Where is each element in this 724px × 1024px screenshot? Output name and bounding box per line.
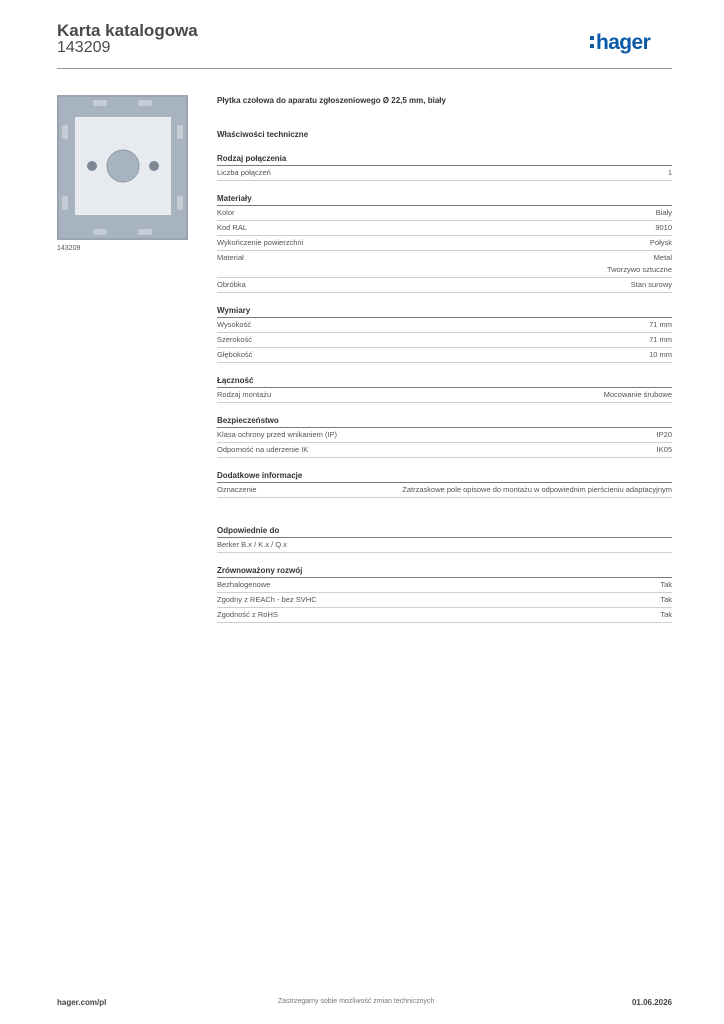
- table-row: [217, 206, 672, 221]
- section-safety: [217, 414, 672, 458]
- row-value: IP20: [656, 430, 672, 439]
- row-value-second: Tworzywo sztuczne: [606, 265, 672, 274]
- row-label: Zgodność z RoHS: [217, 610, 278, 619]
- row-value: Biały: [655, 208, 672, 217]
- row-label: Odporność na uderzenie IK: [217, 445, 309, 454]
- table-row: [217, 251, 672, 278]
- product-number: 143209: [57, 39, 111, 56]
- table-row: [217, 348, 672, 363]
- table-row: [217, 443, 672, 458]
- row-label: Wykończenie powierzchni: [217, 238, 304, 247]
- table-row: [217, 236, 672, 251]
- row-label: Klasa ochrony przed wnikaniem (IP): [217, 430, 338, 439]
- section-title: Dodatkowe informacje: [217, 469, 672, 483]
- section-title: Łączność: [217, 374, 672, 388]
- row-label: Wysokość: [217, 320, 252, 329]
- table-row: [217, 428, 672, 443]
- product-details: [217, 95, 672, 623]
- footer-date: 01.06.2026: [631, 998, 672, 1007]
- row-value: Zatrzaskowe pole opisowe do montażu w odpowiednim pierścieniu adaptacyjnym: [402, 485, 672, 494]
- section-connectivity: [217, 374, 672, 403]
- section-suitable-for: [217, 524, 672, 553]
- row-label: Oznaczenie: [217, 485, 257, 494]
- row-value: 71 mm: [649, 335, 672, 344]
- section-title: Zrównoważony rozwój: [217, 564, 672, 578]
- row-label: Rodzaj montażu: [217, 390, 272, 399]
- row-label: Materiał: [217, 253, 244, 262]
- section-title: Materiały: [217, 192, 672, 206]
- technical-properties-heading: Właściwości techniczne: [217, 130, 309, 139]
- section-title: Bezpieczeństwo: [217, 414, 672, 428]
- row-value: 10 mm: [649, 350, 672, 359]
- section-title: Odpowiednie do: [217, 524, 672, 538]
- row-label: Szerokość: [217, 335, 253, 344]
- row-value: Stan surowy: [630, 280, 672, 289]
- row-label: Liczba połączeń: [217, 168, 271, 177]
- row-label: Zgodny z REACh - bez SVHC: [217, 595, 317, 604]
- product-image: [57, 95, 188, 240]
- row-value: Metal: [653, 253, 672, 262]
- header-divider: [57, 68, 672, 69]
- row-value: 1: [667, 168, 672, 177]
- row-value-multi: [607, 252, 672, 276]
- footer-disclaimer: Zastrzegamy sobie możliwość zmian technicznych: [278, 998, 435, 1005]
- row-value: Tak: [660, 580, 672, 589]
- image-caption: 143209: [57, 245, 81, 252]
- section-connection-type: [217, 152, 672, 181]
- section-additional-info: [217, 469, 672, 498]
- row-value: Tak: [660, 595, 672, 604]
- row-value: IK05: [656, 445, 672, 454]
- row-value: 9010: [655, 223, 672, 232]
- table-row: [217, 388, 672, 403]
- table-row: [217, 608, 672, 623]
- table-row: [217, 483, 672, 498]
- row-label: Bezhalogenowe: [217, 580, 271, 589]
- document-title: Karta katalogowa: [57, 21, 198, 40]
- logo-text: hager: [596, 31, 651, 54]
- footer-website-link[interactable]: hager.com/pl: [57, 998, 107, 1007]
- row-label: Głębokość: [217, 350, 253, 359]
- row-value: Połysk: [649, 238, 672, 247]
- section-title: Wymiary: [217, 304, 672, 318]
- hager-logo: [590, 27, 674, 59]
- product-title: Płytka czołowa do aparatu zgłoszeniowego Ø 22,5 mm, biały: [217, 96, 446, 105]
- row-value: 71 mm: [649, 320, 672, 329]
- row-value: Tak: [660, 610, 672, 619]
- table-row: [217, 166, 672, 181]
- table-row: [217, 333, 672, 348]
- table-row: [217, 278, 672, 293]
- table-row: [217, 578, 672, 593]
- table-row: [217, 221, 672, 236]
- row-label: Obróbka: [217, 280, 246, 289]
- table-row: [217, 318, 672, 333]
- section-sustainability: [217, 564, 672, 623]
- row-value: Mocowanie śrubowe: [603, 390, 672, 399]
- table-row: [217, 538, 672, 553]
- row-label: Berker B.x / K.x / Q.x: [217, 540, 288, 549]
- section-title: Rodzaj połączenia: [217, 152, 672, 166]
- section-materials: [217, 192, 672, 293]
- row-label: Kod RAL: [217, 223, 248, 232]
- row-label: Kolor: [217, 208, 235, 217]
- section-dimensions: [217, 304, 672, 363]
- table-row: [217, 593, 672, 608]
